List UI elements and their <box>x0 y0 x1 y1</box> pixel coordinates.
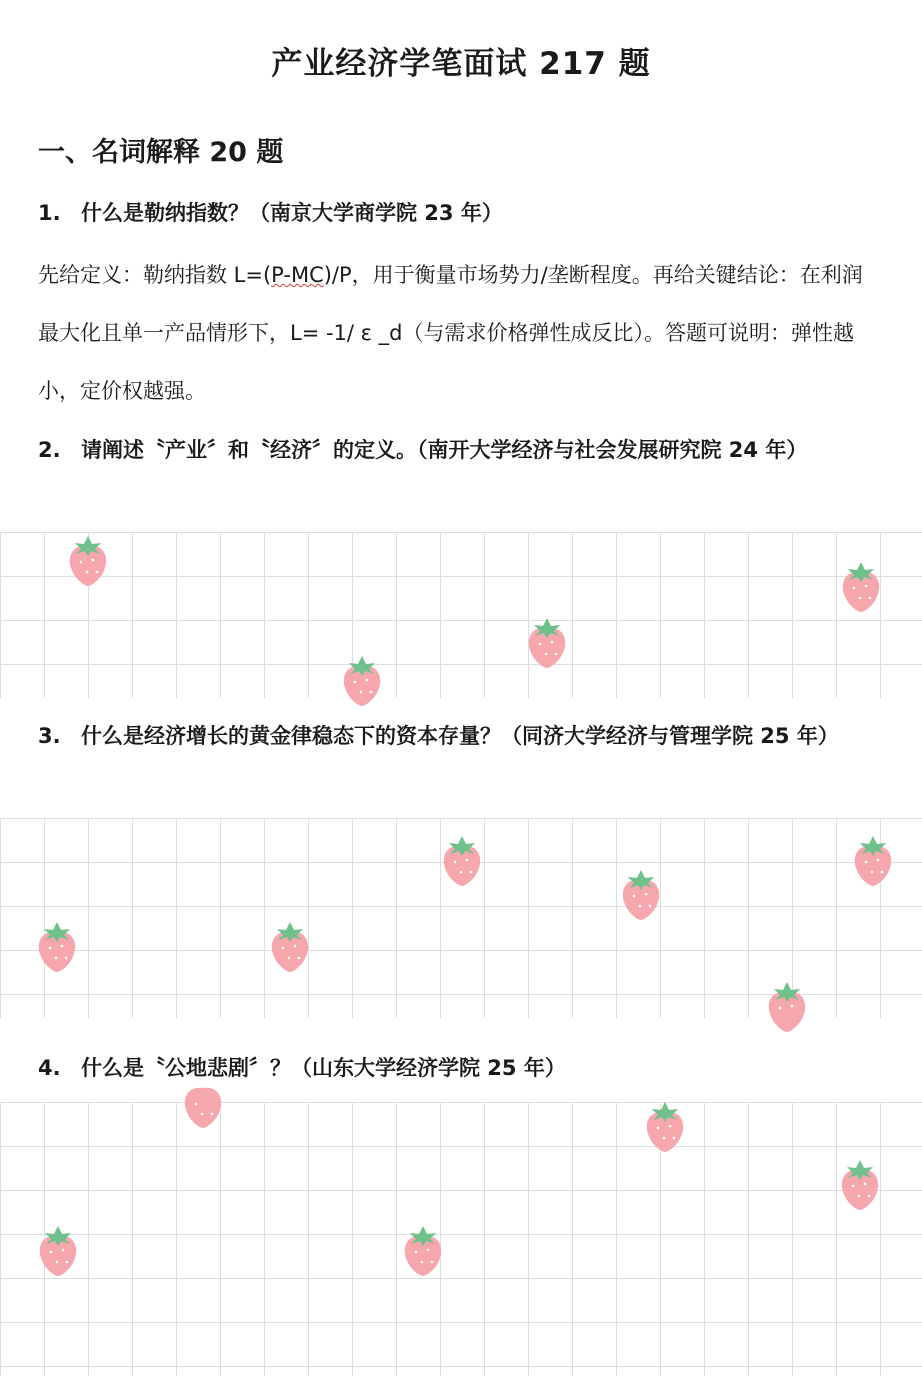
strawberry-icon <box>265 918 315 974</box>
question-number: 2. <box>38 438 61 462</box>
question-text: 什么是经济增长的黄金律稳态下的资本存量？（同济大学经济与管理学院 25 年） <box>81 724 839 748</box>
question-text: 什么是勒纳指数？（南京大学商学院 23 年） <box>81 201 503 225</box>
answer-text-underlined: P-MC <box>271 263 324 287</box>
document-title: 产业经济学笔面试 217 题 <box>271 46 651 82</box>
strawberry-icon <box>63 532 113 588</box>
question-text: 请阐述〝产业〞和〝经济〞的定义。（南开大学经济与社会发展研究院 24 年） <box>81 438 808 462</box>
strawberry-icon <box>178 1074 228 1130</box>
strawberry-icon <box>522 614 572 670</box>
strawberry-icon <box>640 1098 690 1154</box>
strawberry-icon <box>437 832 487 888</box>
answer-text-pre: 先给定义：勒纳指数 L=( <box>38 263 272 287</box>
question-2 <box>38 427 888 473</box>
redacted-answer-grid <box>0 818 922 1018</box>
strawberry-icon <box>337 652 387 708</box>
redacted-answer-grid <box>0 532 922 698</box>
strawberry-icon <box>835 1156 885 1212</box>
strawberry-icon <box>616 866 666 922</box>
answer-1 <box>38 246 883 420</box>
strawberry-icon <box>33 1222 83 1278</box>
question-3 <box>38 713 888 759</box>
strawberry-icon <box>836 558 886 614</box>
answer-text-post: )/P，用于衡量市场势力/垄断程度。再给关键结论：在利润最大化且单一产品情形下，L= -1/ ε _d（与需求价格弹性成反比）。答题可说明：弹性越小，定价权越强。 <box>38 263 863 403</box>
redacted-answer-grid <box>0 1102 922 1376</box>
question-number: 1. <box>38 201 61 225</box>
section-heading: 一、名词解释 20 题 <box>38 137 284 168</box>
question-1 <box>38 190 888 236</box>
question-4 <box>38 1045 888 1091</box>
strawberry-icon <box>398 1222 448 1278</box>
question-text: 什么是〝公地悲剧〞？（山东大学经济学院 25 年） <box>81 1056 566 1080</box>
strawberry-icon <box>762 978 812 1034</box>
question-number: 3. <box>38 724 61 748</box>
question-number: 4. <box>38 1056 61 1080</box>
strawberry-icon <box>32 918 82 974</box>
strawberry-icon <box>848 832 898 888</box>
